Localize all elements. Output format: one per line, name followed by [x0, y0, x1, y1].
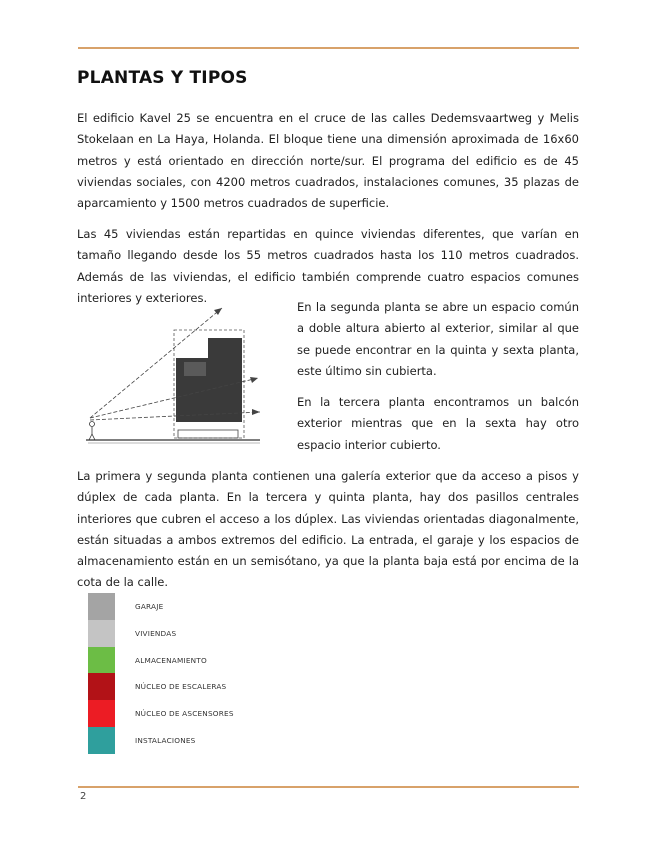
legend-swatch	[88, 647, 115, 674]
legend-item	[88, 727, 288, 754]
paragraph-segunda-planta: En la segunda planta se abre un espacio común a doble altura abierto al exterior, similar al que se puede encontrar en la quinta y sexta planta, este último sin cubierta.	[297, 300, 579, 378]
legend-item	[88, 673, 288, 700]
paragraph-tercera-planta: En la tercera planta encontramos un balcón exterior mientras que en la sexta hay otro espacio interior cubierto.	[297, 395, 579, 452]
color-legend	[88, 593, 288, 754]
sketch-arrow-3	[252, 409, 260, 415]
legend-label: INSTALACIONES	[135, 735, 196, 745]
legend-item	[88, 647, 288, 674]
legend-label: NÚCLEO DE ASCENSORES	[135, 709, 234, 719]
section-sketch	[84, 300, 262, 450]
legend-item	[88, 700, 288, 727]
paragraph-intro: El edificio Kavel 25 se encuentra en el cruce de las calles Dedemsvaartweg y Melis Stokelaan en La Haya, Holanda. El bloque tiene una dimensión aproximada de 16x60 metros y está orientado en dirección norte/sur. El programa del edificio es de 45 viviendas sociales, con 4200 metros cuadrados, instalaciones comunes, 35 plazas de aparcamiento y 1500 metros cuadrados de superficie.	[77, 111, 579, 211]
footer-rule	[78, 786, 579, 788]
legend-swatch	[88, 593, 115, 620]
sketch-basement	[178, 430, 238, 438]
paragraph-viviendas: Las 45 viviendas están repartidas en quince viviendas diferentes, que varían en tamaño llegando desde los 55 metros cuadrados hasta los 110 metros cuadrados. Además de las viviendas, el edificio también comprende cuatro espacios comunes interiores y exteriores.	[77, 227, 579, 305]
legend-swatch	[88, 700, 115, 727]
legend-item	[88, 593, 288, 620]
legend-item	[88, 620, 288, 647]
paragraph-galeria: La primera y segunda planta contienen una galería exterior que da acceso a pisos y dúplex de cada planta. En la tercera y quinta planta, hay dos pasillos centrales interiores que cubren el acceso a los dúplex. Las viviendas orientadas diagonalmente, están situadas a ambos extremos del edificio. La entrada, el garaje y los espacios de almacenamiento están en un semisótano, ya que la planta baja está por encima de la cota de la calle.	[77, 469, 579, 590]
sketch-arrow-2	[250, 377, 258, 383]
legend-swatch	[88, 620, 115, 647]
legend-label: VIVIENDAS	[135, 628, 177, 638]
legend-label: GARAJE	[135, 602, 164, 611]
legend-swatch	[88, 727, 115, 754]
legend-label: ALMACENAMIENTO	[135, 655, 207, 665]
legend-label: NÚCLEO DE ESCALERAS	[135, 682, 227, 692]
sketch-building-mass	[176, 338, 242, 422]
sketch-void	[184, 362, 206, 376]
page-number: 2	[80, 791, 87, 802]
legend-swatch	[88, 673, 115, 700]
sketch-person-head	[90, 422, 95, 427]
page-title: PLANTAS Y TIPOS	[77, 68, 248, 88]
header-rule	[78, 47, 579, 49]
